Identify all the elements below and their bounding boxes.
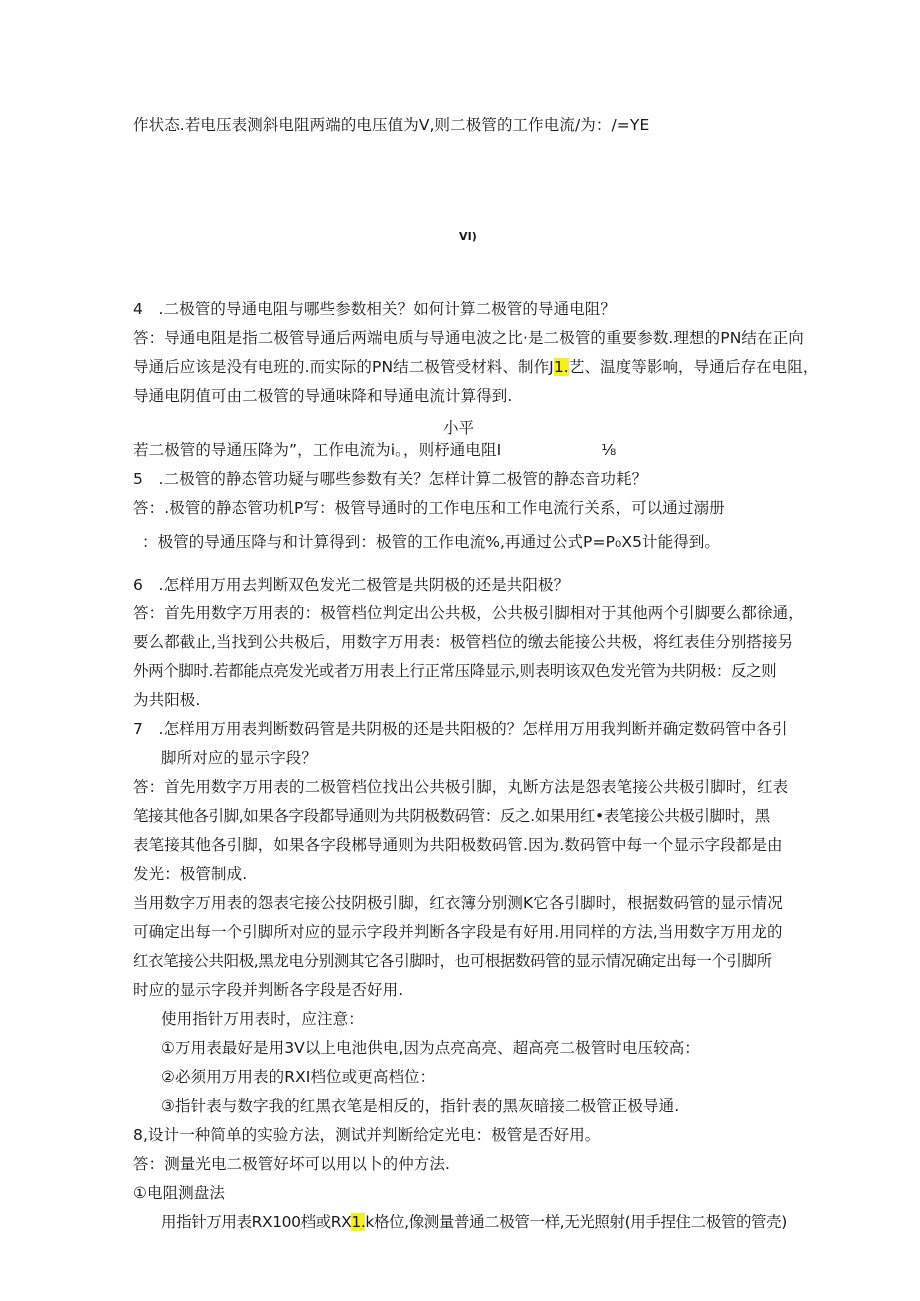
answer-6-line-4: 为共阳极. bbox=[133, 691, 201, 709]
note-2: ②必须用万用表的RXI档位或更高档位： bbox=[161, 1068, 436, 1086]
answer-4-line-2-tail: 艺、温度等影响，导通后存在电阻， bbox=[568, 358, 819, 376]
para-7-line-3: 红衣笔接公共阳极,黑龙电分别测其它各引脚时，也可根据数码管的显示情况确定出每一个引脚所 bbox=[133, 952, 772, 970]
question-7-line-2: 脚所对应的显示字段？ bbox=[161, 749, 318, 767]
method-title: ①电阻测盘法 bbox=[133, 1184, 225, 1202]
highlight-mark: 1. bbox=[351, 1213, 366, 1231]
formula-denominator: VI) bbox=[459, 230, 477, 243]
question-4: 4 .二极管的导通电阻与哪些参数相关？如何计算二极管的导通电阻？ bbox=[133, 300, 616, 318]
formula-label: 小平 bbox=[443, 419, 475, 437]
note-3: ③指针表与数字我的红黑衣笔是相反的，指针表的黑灰暗接二极管正极导通. bbox=[161, 1097, 680, 1115]
answer-6-line-2: 要么都截止,当找到公共极后，用数字万用表：极管档位的缴去能接公共极，将红表佳分别搭接另 bbox=[133, 633, 794, 651]
answer-6-line-1: 答：首先用数字万用表的：极管档位判定出公共极，公共极引脚相对于其他两个引脚要么都徐通， bbox=[133, 604, 804, 622]
note-1: ①万用表最好是用3V以上电池供电,因为点亮高亮、超高亮二极管时电压较高： bbox=[161, 1039, 700, 1057]
question-5: 5 .二极管的静态管功疑与哪些参数有关？怎样计算二极管的静态音功耗？ bbox=[133, 470, 648, 488]
answer-7-line-2: 笔接其他各引脚,如果各字段都导通则为共阴极数码管：反之.如果用红•表笔接公共极引脚时，黑 bbox=[133, 807, 770, 825]
highlight-mark: 1. bbox=[553, 358, 569, 376]
answer-5-line-1: 答：.极管的静态管功机P写：极管导通时的工作电压和工作电流行关系，可以通过溺册 bbox=[133, 499, 725, 517]
question-7-line-1: 7 .怎样用万用表判断数码管是共阴极的还是共阳极的？怎样用万用我判断并确定数码管中各引 bbox=[133, 720, 788, 738]
formula-fraction: ⅛ bbox=[601, 441, 617, 459]
answer-5-line-2: ：极管的导通压降与和计算得到：极管的工作电流%,再通过公式P=P₀X5计能得到。 bbox=[142, 533, 721, 551]
method-line-head: 用指针万用表RX100档或RX bbox=[161, 1213, 352, 1231]
answer-4-line-3: 导通电阴值可由二极管的导通味降和导通电流计算得到. bbox=[133, 387, 513, 405]
para-7-line-2: 可确定出每一个引脚所对应的显示字段并判断各字段是有好用.用同样的方法,当用数字万用龙的 bbox=[133, 923, 783, 941]
answer-6-line-3: 外两个脚时.若都能点亮发光或者万用表上行正常压降显示,则表明该双色发光管为共阴极：反之则 bbox=[133, 662, 777, 680]
method-line-tail: k格位,像测量普通二极管一样,无光照射(用手捏住二极管的管壳) bbox=[365, 1213, 787, 1231]
method-line bbox=[161, 1211, 787, 1233]
answer-7-line-1: 答：首先用数字万用表的二极管档位找出公共极引脚，丸断方法是怨表笔接公共极引脚时，红表 bbox=[133, 778, 789, 796]
formula-line bbox=[133, 439, 616, 461]
question-8: 8,设计一种简单的实验方法，测试并判断给定光电：极管是否好用。 bbox=[133, 1126, 601, 1144]
note-intro: 使用指针万用表时，应注意： bbox=[161, 1010, 364, 1028]
question-6: 6 .怎样用万用去判断双色发光二极管是共阴极的还是共阳极？ bbox=[133, 576, 570, 594]
answer-4-line-2-head: 导通后应该是没有电班的.而实际的PN结二极管受材料、制作J bbox=[133, 358, 554, 376]
text-line: 作状态.若电压表测斜电阻两端的电压值为V,则二极管的工作电流/为：/=YE bbox=[133, 116, 650, 134]
para-7-line-4: 时应的显示字段并判断各字段是否好用. bbox=[133, 981, 404, 999]
para-7-line-1: 当用数字万用表的怨表宅接公技阴极引脚，红衣簿分别测K它各引脚时，根据数码管的显示情况 bbox=[133, 894, 783, 912]
answer-7-line-3: 表笔接其他各引脚，如果各字段郴导通则为共阳极数码管.因为.数码管中每一个显示字段都是由 bbox=[133, 836, 783, 854]
answer-4-line-2 bbox=[133, 356, 818, 378]
formula-line-text: 若二极管的导通压降为”，工作电流为i。，则杼通电阻I bbox=[133, 441, 502, 459]
answer-7-line-4: 发光：极管制成. bbox=[133, 865, 248, 883]
answer-4-line-1: 答：导通电阻是指二极管导通后两端电质与导通电波之比·是二极管的重要参数.理想的PN结在正向 bbox=[133, 329, 804, 347]
answer-8: 答：测量光电二极管好坏可以用以卜的仲方法. bbox=[133, 1155, 451, 1173]
